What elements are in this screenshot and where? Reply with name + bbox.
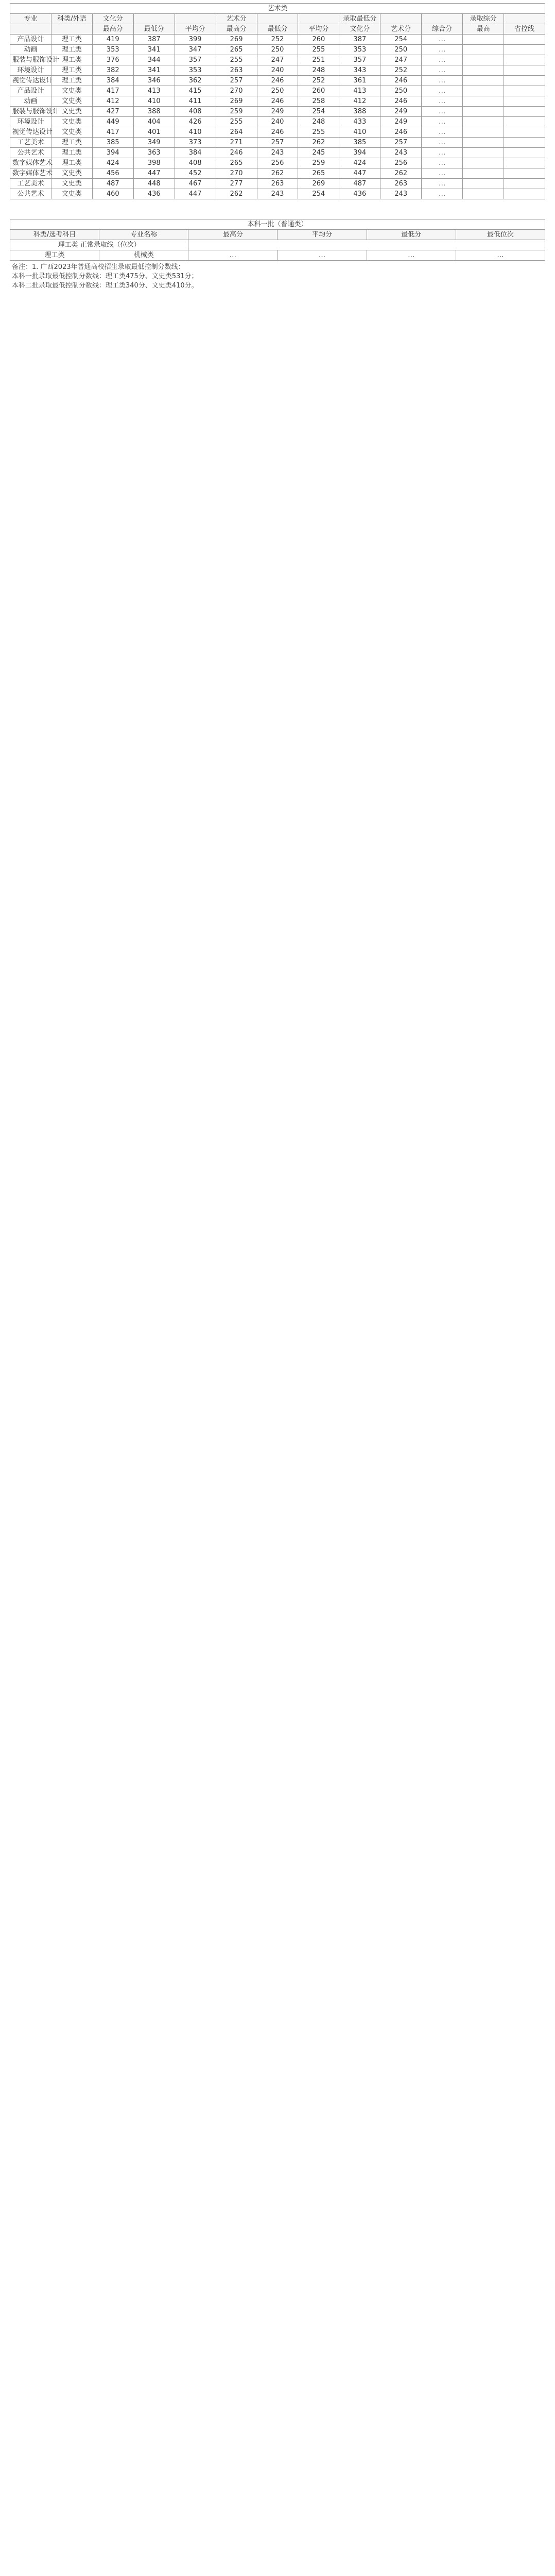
- column-header: 文化分: [92, 14, 133, 24]
- table-cell: 388: [339, 107, 380, 117]
- table-cell: 361: [339, 76, 380, 86]
- table-cell: 产品设计: [10, 86, 51, 96]
- table-cell: 动画: [10, 96, 51, 107]
- table-cell: 246: [216, 148, 257, 158]
- table-cell: 447: [133, 168, 175, 179]
- table-cell: …: [367, 250, 456, 261]
- table-cell: 344: [133, 55, 175, 65]
- column-header: [422, 14, 463, 24]
- table-cell: 353: [175, 65, 216, 76]
- table-cell: 246: [257, 96, 298, 107]
- table-cell: 487: [92, 179, 133, 189]
- column-header: [175, 14, 216, 24]
- summary-value: [188, 240, 545, 250]
- table-cell: [463, 76, 504, 86]
- table-cell: …: [188, 250, 278, 261]
- table-cell: 240: [257, 65, 298, 76]
- table-cell: 246: [257, 76, 298, 86]
- table-cell: [504, 179, 545, 189]
- table-cell: 384: [175, 148, 216, 158]
- table-cell: …: [456, 250, 545, 261]
- table-cell: 251: [298, 55, 339, 65]
- table-cell: 410: [339, 127, 380, 138]
- table-cell: [504, 96, 545, 107]
- column-header: 平均分: [298, 24, 339, 35]
- column-header: 平均分: [175, 24, 216, 35]
- table-cell: …: [422, 158, 463, 168]
- table-cell: 353: [92, 45, 133, 55]
- column-header: 最高分: [188, 230, 278, 240]
- table-cell: 262: [380, 168, 422, 179]
- column-header: 专业: [10, 14, 51, 24]
- table-cell: [504, 138, 545, 148]
- table-cell: 357: [175, 55, 216, 65]
- table-cell: 262: [257, 168, 298, 179]
- table-header-row: [10, 230, 545, 240]
- table-cell: 385: [339, 138, 380, 148]
- table-cell: 理工类: [51, 158, 92, 168]
- table-cell: 249: [257, 107, 298, 117]
- table-cell: 动画: [10, 45, 51, 55]
- table-cell: 理工类: [51, 76, 92, 86]
- table-cell: 246: [257, 127, 298, 138]
- table-cell: 243: [257, 189, 298, 199]
- table-cell: [463, 45, 504, 55]
- table-cell: [504, 76, 545, 86]
- table-cell: 346: [133, 76, 175, 86]
- table-row: [10, 96, 545, 107]
- table-cell: [463, 55, 504, 65]
- table-cell: [504, 55, 545, 65]
- table-cell: 384: [92, 76, 133, 86]
- column-header: 省控线: [504, 24, 545, 35]
- table-cell: 417: [92, 127, 133, 138]
- table-cell: 250: [257, 45, 298, 55]
- table-row: [10, 179, 545, 189]
- table-cell: 服装与服饰设计: [10, 107, 51, 117]
- table-cell: 环境设计: [10, 117, 51, 127]
- table-cell: [463, 86, 504, 96]
- table-cell: 419: [92, 35, 133, 45]
- table-cell: 理工类: [51, 65, 92, 76]
- table-row: [10, 65, 545, 76]
- table-cell: 394: [92, 148, 133, 158]
- table-row: [10, 86, 545, 96]
- table-cell: 270: [216, 86, 257, 96]
- table-cell: 248: [298, 117, 339, 127]
- column-header: 录取综分: [463, 14, 504, 24]
- table-cell: …: [422, 76, 463, 86]
- table-cell: 文史类: [51, 189, 92, 199]
- table-cell: 产品设计: [10, 35, 51, 45]
- table-cell: 254: [298, 189, 339, 199]
- table-cell: [504, 45, 545, 55]
- table-cell: 文史类: [51, 86, 92, 96]
- table-cell: 270: [216, 168, 257, 179]
- table-cell: 255: [298, 45, 339, 55]
- table-cell: 理工类: [51, 148, 92, 158]
- table-cell: [504, 86, 545, 96]
- table-cell: 文史类: [51, 127, 92, 138]
- table-cell: [463, 148, 504, 158]
- section-table: [10, 219, 545, 261]
- table-cell: 250: [380, 86, 422, 96]
- table-cell: 408: [175, 107, 216, 117]
- table-row: [10, 158, 545, 168]
- table-cell: 447: [175, 189, 216, 199]
- summary-row: [10, 240, 545, 250]
- table-cell: 269: [216, 96, 257, 107]
- table-title: 艺术类: [10, 4, 545, 14]
- table-cell: 243: [257, 148, 298, 158]
- table-cell: 388: [133, 107, 175, 117]
- column-header: [380, 14, 422, 24]
- table-cell: 401: [133, 127, 175, 138]
- table-cell: [504, 189, 545, 199]
- table-cell: 385: [92, 138, 133, 148]
- column-header: 最低分: [133, 24, 175, 35]
- table-row: [10, 55, 545, 65]
- table-cell: 263: [216, 65, 257, 76]
- table-cell: 243: [380, 148, 422, 158]
- table-cell: 265: [298, 168, 339, 179]
- table-cell: 数字媒体艺术: [10, 158, 51, 168]
- table-cell: [463, 96, 504, 107]
- table-row: [10, 148, 545, 158]
- table-cell: [504, 35, 545, 45]
- table-cell: 252: [380, 65, 422, 76]
- table-cell: 255: [216, 117, 257, 127]
- table-cell: 447: [339, 168, 380, 179]
- table-cell: 426: [175, 117, 216, 127]
- table-row: [10, 168, 545, 179]
- footnotes: [10, 263, 545, 291]
- table-cell: 410: [175, 127, 216, 138]
- table-cell: 258: [298, 96, 339, 107]
- table-cell: 数字媒体艺术: [10, 168, 51, 179]
- column-header: 最高: [463, 24, 504, 35]
- table-cell: 视觉传达设计: [10, 127, 51, 138]
- table-cell: 254: [380, 35, 422, 45]
- table-cell: …: [422, 55, 463, 65]
- column-header: [257, 14, 298, 24]
- table-row: [10, 189, 545, 199]
- table-cell: 240: [257, 117, 298, 127]
- table-cell: 452: [175, 168, 216, 179]
- table-cell: 487: [339, 179, 380, 189]
- table-cell: 449: [92, 117, 133, 127]
- table-cell: 249: [380, 107, 422, 117]
- table-cell: …: [422, 96, 463, 107]
- table-cell: [504, 117, 545, 127]
- table-cell: 环境设计: [10, 65, 51, 76]
- table-cell: 255: [298, 127, 339, 138]
- table-cell: [463, 179, 504, 189]
- table-cell: 工艺美术: [10, 138, 51, 148]
- table-cell: 399: [175, 35, 216, 45]
- table-cell: [463, 127, 504, 138]
- table-cell: …: [422, 86, 463, 96]
- table-cell: …: [422, 148, 463, 158]
- table-row: [10, 138, 545, 148]
- table-cell: 246: [380, 96, 422, 107]
- table-cell: [504, 148, 545, 158]
- table-cell: 255: [216, 55, 257, 65]
- table-cell: 265: [216, 158, 257, 168]
- table-row: [10, 127, 545, 138]
- table-cell: 271: [216, 138, 257, 148]
- table-cell: 394: [339, 148, 380, 158]
- table-cell: 277: [216, 179, 257, 189]
- table-cell: …: [422, 189, 463, 199]
- table-cell: 467: [175, 179, 216, 189]
- table-cell: 412: [92, 96, 133, 107]
- table-cell: 理工类: [51, 55, 92, 65]
- table-cell: [463, 189, 504, 199]
- table-cell: 256: [380, 158, 422, 168]
- column-header: 平均分: [278, 230, 367, 240]
- table-cell: 257: [257, 138, 298, 148]
- table-cell: 260: [298, 86, 339, 96]
- table-row: [10, 35, 545, 45]
- column-header: 综合分: [422, 24, 463, 35]
- table-cell: 264: [216, 127, 257, 138]
- table-cell: 412: [339, 96, 380, 107]
- column-header: 录取最低分: [339, 14, 380, 24]
- table-cell: [463, 168, 504, 179]
- column-header: 最低分: [367, 230, 456, 240]
- footnote-line: 本科一批录取最低控制分数线：理工类475分、文史类531分；: [12, 273, 198, 280]
- table-cell: …: [422, 179, 463, 189]
- table-cell: 263: [380, 179, 422, 189]
- column-header: [133, 14, 175, 24]
- column-header: [298, 14, 339, 24]
- table-row: [10, 250, 545, 261]
- table-cell: 376: [92, 55, 133, 65]
- table-cell: 259: [298, 158, 339, 168]
- table-cell: 文史类: [51, 179, 92, 189]
- column-header: 科类/选考科目: [10, 230, 99, 240]
- table-cell: 工艺美术: [10, 179, 51, 189]
- table-cell: 256: [257, 158, 298, 168]
- table-cell: 341: [133, 45, 175, 55]
- table-cell: 387: [339, 35, 380, 45]
- table-cell: 415: [175, 86, 216, 96]
- table-cell: [504, 127, 545, 138]
- table-cell: 373: [175, 138, 216, 148]
- table-cell: 398: [133, 158, 175, 168]
- table-cell: 363: [133, 148, 175, 158]
- table-cell: 269: [298, 179, 339, 189]
- table-cell: 436: [339, 189, 380, 199]
- section-title-row: [10, 219, 545, 230]
- table-cell: 357: [339, 55, 380, 65]
- column-header: 最高分: [216, 24, 257, 35]
- table-cell: 246: [380, 127, 422, 138]
- table-cell: 视觉传达设计: [10, 76, 51, 86]
- table-cell: 269: [216, 35, 257, 45]
- table-cell: 254: [298, 107, 339, 117]
- column-header: 最低分: [257, 24, 298, 35]
- column-header: [51, 24, 92, 35]
- table-title-row: [10, 4, 545, 14]
- table-cell: …: [422, 127, 463, 138]
- table-cell: 433: [339, 117, 380, 127]
- column-header: 文化分: [339, 24, 380, 35]
- table-cell: 387: [133, 35, 175, 45]
- table-cell: [504, 168, 545, 179]
- table-cell: 250: [257, 86, 298, 96]
- table-cell: 262: [298, 138, 339, 148]
- table-cell: 362: [175, 76, 216, 86]
- table-cell: 理工类: [51, 138, 92, 148]
- table-cell: …: [422, 45, 463, 55]
- column-header: [504, 14, 545, 24]
- column-header: 艺术分: [216, 14, 257, 24]
- table-cell: 456: [92, 168, 133, 179]
- table-cell: 417: [92, 86, 133, 96]
- table-cell: …: [422, 138, 463, 148]
- table-cell: 服装与服饰设计: [10, 55, 51, 65]
- column-header: 最低位次: [456, 230, 545, 240]
- table-cell: 265: [216, 45, 257, 55]
- table-cell: 252: [298, 76, 339, 86]
- table-cell: 243: [380, 189, 422, 199]
- table-cell: 436: [133, 189, 175, 199]
- table-cell: 理工类: [10, 250, 99, 261]
- table-row: [10, 45, 545, 55]
- footnote-line: 本科二批录取最低控制分数线：理工类340分、文史类410分。: [12, 282, 198, 290]
- table-cell: 427: [92, 107, 133, 117]
- table-cell: 262: [216, 189, 257, 199]
- table-cell: 410: [133, 96, 175, 107]
- table-cell: 理工类: [51, 45, 92, 55]
- table-header-row: [10, 14, 545, 24]
- table-cell: 249: [380, 117, 422, 127]
- table-cell: 349: [133, 138, 175, 148]
- table-cell: 250: [380, 45, 422, 55]
- table-cell: [463, 117, 504, 127]
- table-cell: 246: [380, 76, 422, 86]
- table-cell: …: [422, 35, 463, 45]
- table-row: [10, 107, 545, 117]
- art-score-table: [10, 3, 545, 199]
- table-cell: 257: [380, 138, 422, 148]
- table-cell: 424: [339, 158, 380, 168]
- table-row: [10, 117, 545, 127]
- table-cell: 文史类: [51, 96, 92, 107]
- table-row: [10, 76, 545, 86]
- section-title: 本科一批（普通类）: [10, 219, 545, 230]
- footnote-line: 备注：1. 广西2023年普通高校招生录取最低控制分数线：: [12, 263, 185, 271]
- table-cell: 263: [257, 179, 298, 189]
- table-cell: [463, 158, 504, 168]
- table-cell: 382: [92, 65, 133, 76]
- table-cell: [504, 65, 545, 76]
- table-cell: 公共艺术: [10, 148, 51, 158]
- table-cell: 343: [339, 65, 380, 76]
- table-cell: …: [422, 168, 463, 179]
- table-cell: 245: [298, 148, 339, 158]
- table-cell: 460: [92, 189, 133, 199]
- table-cell: [463, 138, 504, 148]
- column-header: 科类/外语: [51, 14, 92, 24]
- column-header: 最高分: [92, 24, 133, 35]
- column-header: 艺术分: [380, 24, 422, 35]
- table-cell: 257: [216, 76, 257, 86]
- table-cell: …: [278, 250, 367, 261]
- table-cell: 408: [175, 158, 216, 168]
- table-cell: [463, 107, 504, 117]
- table-cell: 259: [216, 107, 257, 117]
- table-cell: 248: [298, 65, 339, 76]
- column-header: [10, 24, 51, 35]
- table-cell: 247: [257, 55, 298, 65]
- admission-scores-sheet: [10, 0, 545, 291]
- table-cell: 机械类: [99, 250, 188, 261]
- table-cell: 文史类: [51, 107, 92, 117]
- table-cell: 353: [339, 45, 380, 55]
- table-cell: 404: [133, 117, 175, 127]
- table-cell: 413: [133, 86, 175, 96]
- table-cell: …: [422, 107, 463, 117]
- table-cell: 理工类: [51, 35, 92, 45]
- table-cell: 413: [339, 86, 380, 96]
- table-cell: 252: [257, 35, 298, 45]
- table-header-row: [10, 24, 545, 35]
- table-cell: …: [422, 65, 463, 76]
- table-cell: 411: [175, 96, 216, 107]
- column-header: 专业名称: [99, 230, 188, 240]
- table-cell: …: [422, 117, 463, 127]
- table-cell: 文史类: [51, 117, 92, 127]
- table-cell: [504, 107, 545, 117]
- table-cell: 260: [298, 35, 339, 45]
- table-cell: 424: [92, 158, 133, 168]
- table-cell: 341: [133, 65, 175, 76]
- table-cell: 247: [380, 55, 422, 65]
- summary-label: 理工类 正常录取线（位次）: [10, 240, 188, 250]
- table-cell: [504, 158, 545, 168]
- table-cell: 公共艺术: [10, 189, 51, 199]
- table-cell: 347: [175, 45, 216, 55]
- table-cell: [463, 35, 504, 45]
- table-cell: [463, 65, 504, 76]
- table-cell: 448: [133, 179, 175, 189]
- table-cell: 文史类: [51, 168, 92, 179]
